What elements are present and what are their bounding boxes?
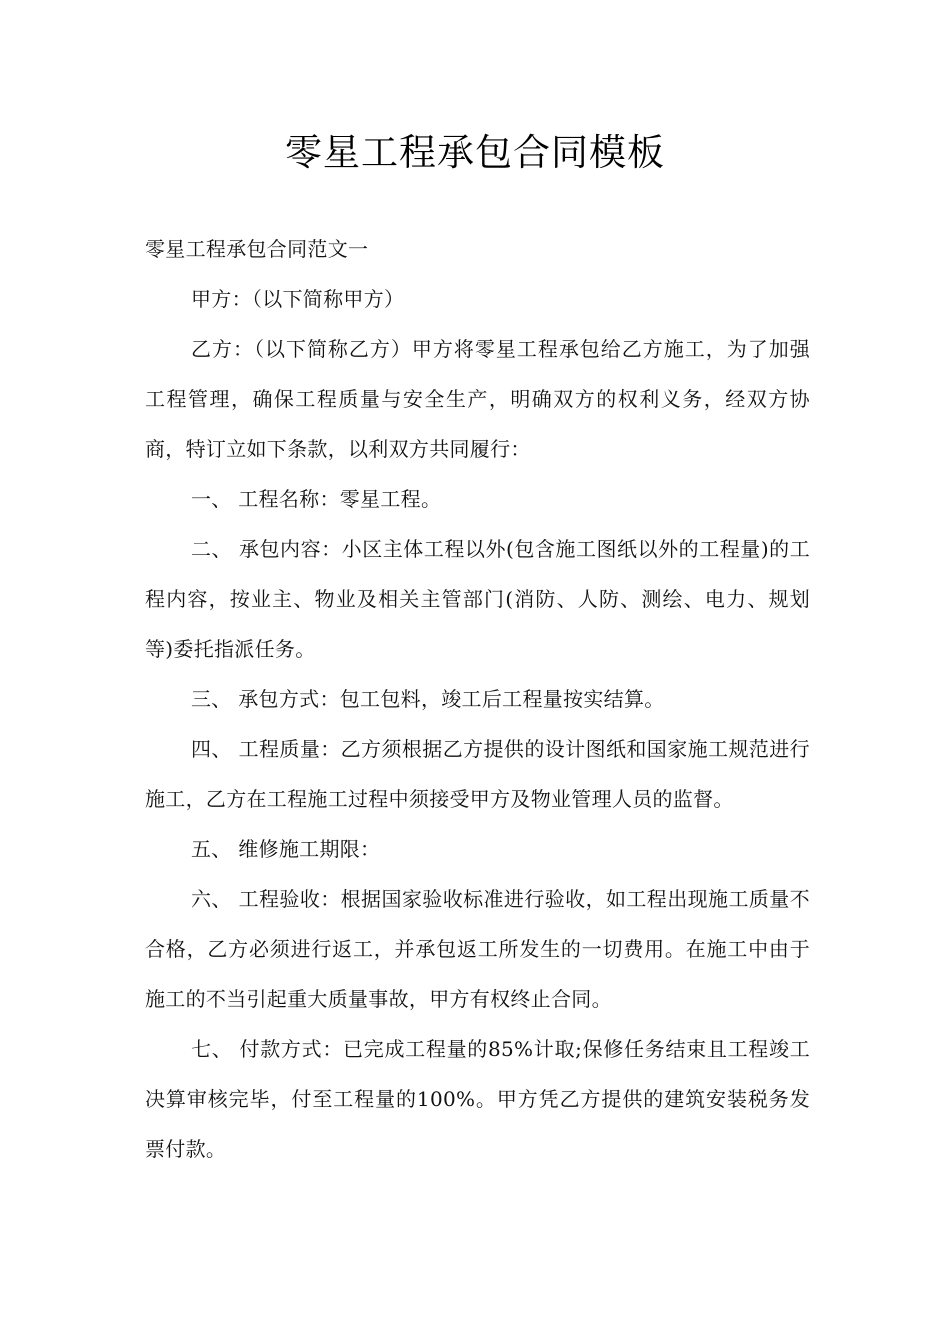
clause-acceptance: 六、 工程验收：根据国家验收标准进行验收，如工程出现施工质量不合格，乙方必须进行返工，并承包返工所发生的一切费用。在施工中由于施工的不当引起重大质量事故，甲方有权终止合同。 xyxy=(145,887,810,1011)
clause-payment: 七、 付款方式：已完成工程量的85%计取;保修任务结束且工程竣工决算审核完毕，付至工程量的100%。甲方凭乙方提供的建筑安装税务发票付款。 xyxy=(145,1037,810,1161)
document-subtitle: 零星工程承包合同范文一 xyxy=(145,237,369,261)
paragraph-party-a: 甲方：（以下简称甲方） xyxy=(191,287,405,311)
clause-contract-method: 三、 承包方式：包工包料，竣工后工程量按实结算。 xyxy=(191,687,665,711)
paragraph-party-b: 乙方：（以下简称乙方）甲方将零星工程承包给乙方施工，为了加强工程管理，确保工程质量与安全生产，明确双方的权利义务，经双方协商，特订立如下条款，以利双方共同履行： xyxy=(145,337,810,461)
document-body xyxy=(145,224,810,1174)
clause-maintenance-period: 五、 维修施工期限： xyxy=(191,837,381,861)
clause-project-name: 一、 工程名称：零星工程。 xyxy=(191,487,442,511)
document-title: 零星工程承包合同模板 xyxy=(285,131,665,174)
clause-project-quality: 四、 工程质量：乙方须根据乙方提供的设计图纸和国家施工规范进行施工，乙方在工程施工过程中须接受甲方及物业管理人员的监督。 xyxy=(145,737,810,811)
clause-contract-scope: 二、 承包内容：小区主体工程以外(包含施工图纸以外的工程量)的工程内容，按业主、物业及相关主管部门(消防、人防、测绘、电力、规划等)委托指派任务。 xyxy=(145,537,810,661)
